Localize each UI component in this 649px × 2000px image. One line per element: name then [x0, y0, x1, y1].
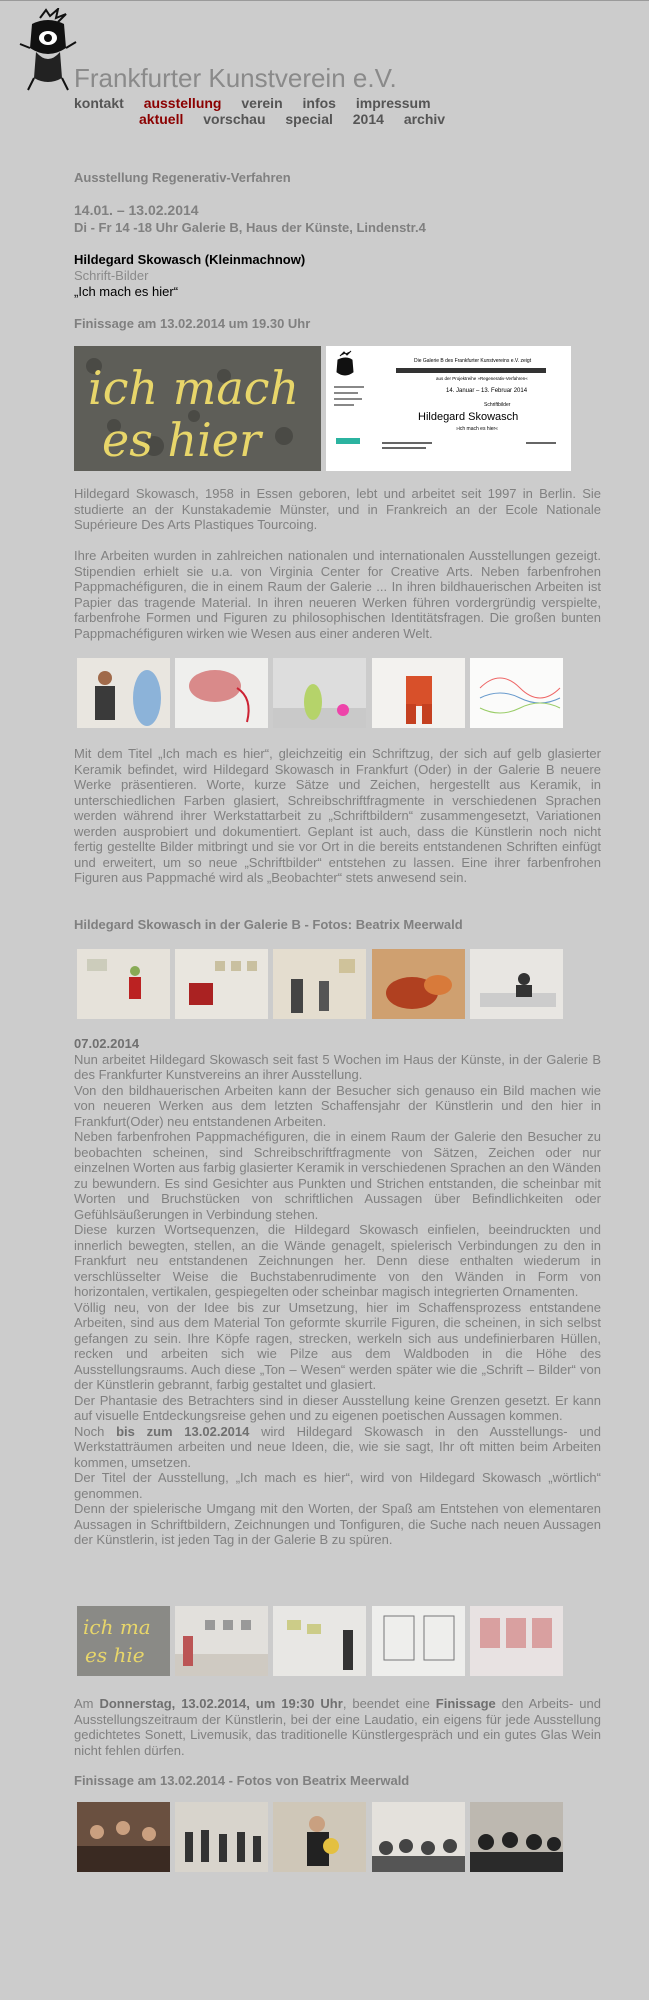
closing-text-fragment: den Arbeits- und Ausstellungszeitraum der Künstlerin, bei der eine Laudatio, ein eigens für jede Ausstellung gedichtetes Sonett, Livemusik, das traditionelle Künstlergespräch und ein gutes Glas Wein nicht fehlen dürfen. — [74, 1696, 601, 1758]
nav-aktuell[interactable]: aktuell — [139, 111, 184, 127]
hero-ceramic-line1: ich mach — [88, 361, 300, 415]
closing-bold-date: Donnerstag, 13.02.2014, um 19:30 Uhr — [99, 1696, 343, 1711]
nav-kontakt[interactable]: kontakt — [74, 95, 124, 111]
flyer-series: aus der Projektreihe »Regenerativ-Verfahren« — [436, 376, 528, 381]
nav-verein[interactable]: verein — [241, 95, 283, 111]
closing-paragraph — [74, 1696, 601, 1758]
report-text — [74, 1036, 601, 1548]
logo-icon[interactable] — [18, 8, 78, 92]
primary-nav — [74, 95, 447, 111]
closing-bold-finissage: Finissage — [435, 1696, 496, 1711]
report-bold-date: bis zum 13.02.2014 — [116, 1423, 250, 1439]
thumb-photo[interactable] — [372, 1606, 465, 1676]
thumb-photo[interactable] — [175, 1802, 268, 1872]
hero-ceramic-line2: es hier — [102, 413, 262, 467]
nav-vorschau[interactable]: vorschau — [203, 111, 266, 127]
svg-text:es hie: es hie — [85, 1643, 145, 1667]
thumb-photo[interactable] — [77, 949, 170, 1019]
closing-text-fragment: Am — [74, 1696, 100, 1711]
title-paragraph: Mit dem Titel „Ich mach es hier“, gleichzeitig ein Schriftzug, der sich auf gelb glasierter Keramik befindet, wird Hildegard Skowasch in Frankfurt (Oder) in der Galerie B neuere Werke präsentieren. Worte, kurze Sätze und Zeichen, hergestellt aus Keramik, in unterschiedlichen Farben glasiert, Schreibschriftfragmente in verschiedenen Sprachen werden während ihrer Werkstattarbeit zu „Schriftbildern“ zusammengesetzt, Variationen werden ausprobiert und dokumentiert. Geplant ist auch, dass die Künstlerin noch nicht fertig gestellte Bilder mitbringt und sie vor Ort in die bereits entstandenen Schriften einfügt und erweitert, um so neue „Schriftbilder“ entstehen zu lassen. Eine ihrer farbenfrohen Figuren aus Pappmaché wird als „Beobachter“ stets anwesend sein. — [74, 746, 601, 885]
report-paragraph: Denn der spielerische Umgang mit den Worten, der Spaß am Entstehen von elementaren Aussagen in Schriftbildern, Zeichnungen und Tonfiguren, die Suche nach neuen Aussagen der Künstlerin, ist jeden Tag in der Galerie B zu spüren. — [74, 1501, 601, 1547]
report-date: 07.02.2014 — [74, 1036, 140, 1051]
nav-2014[interactable]: 2014 — [352, 111, 384, 127]
report-paragraph: Neben farbenfrohen Pappmachéfiguren, die in einem Raum der Galerie den Besucher zu beobachten scheinen, sind Schreibschriftfragmente von Sätzen, Zeichen oder nur einzelnen Worten aus farbig glasierter Keramik in verschiedenen Sprachen an den Wänden zu bewundern. Es sind Gesichter aus Punkten und Strichen entstanden, die scheinbar mit Worten und Bruchstücken von schriftlichen Aussagen über Befindlichkeiten oder Gefühlsäußerungen in Verbindung stehen. — [74, 1129, 601, 1222]
thumb-photo[interactable] — [175, 1606, 268, 1676]
artist-name: Hildegard Skowasch (Kleinmachnow) — [74, 252, 306, 267]
svg-text:ich ma: ich ma — [83, 1615, 151, 1639]
works-paragraph: Ihre Arbeiten wurden in zahlreichen nationalen und internationalen Ausstellungen gezeigt. Stipendien erhielt sie u.a. von Virginia Center for Creative Arts. Neben farbenfrohen Pappmachéfiguren, die in einem Raum der Galerie ... In ihren bildhauerischen Arbeiten ist Papier das tragende Material. In ihren neueren Werken führen vordergründig verspielte, farbenfrohe Formen und Figuren zu philosophischen Identitätsfragen. Die großen bunten Pappmachéfiguren wirken wie Wesen aus einer anderen Welt. — [74, 548, 601, 641]
gallery1-heading: Hildegard Skowasch in der Galerie B - Fotos: Beatrix Meerwald — [74, 917, 463, 932]
thumb-photo[interactable] — [273, 1606, 366, 1676]
thumb-photo[interactable] — [175, 949, 268, 1019]
flyer-header: Die Galerie B des Frankfurter Kunstvereins e.V. zeigt — [414, 358, 532, 364]
thumb-photo[interactable] — [77, 1802, 170, 1872]
exhibition-flyer[interactable] — [326, 346, 571, 471]
thumb-photo[interactable] — [470, 1802, 563, 1872]
thumb-photo[interactable] — [175, 658, 268, 728]
report-text-fragment: Noch — [74, 1423, 117, 1439]
thumb-photo[interactable] — [372, 658, 465, 728]
report-paragraph: Völlig neu, von der Idee bis zur Umsetzung, hier im Schaffensprozess entstandene Arbeiten, sind aus dem Material Ton geformte skurrile Figuren, die scheinen, in sich selbst gefangen zu sein. Ihre Köpfe ragen, strecken, werkeln sich aus undefinierbaren Hüllen, recken und arbeiten sich wie Pilze aus dem Waldboden in die Höhe des Ausstellungsraums. Auch diese „Ton – Wesen“ werden später wie die „Schrift – Bilder“ von der Künstlerin gebrannt, farbig gestaltet und glasiert. — [74, 1299, 601, 1392]
flyer-kind: Schriftbilder — [484, 402, 511, 408]
flyer-quote: »ich mach es hier« — [456, 426, 498, 432]
gallery-row-finissage — [77, 1802, 577, 1872]
closing-text-fragment: , beendet eine — [342, 1696, 436, 1711]
finissage-note: Finissage am 13.02.2014 um 19.30 Uhr — [74, 316, 311, 331]
bio-paragraph: Hildegard Skowasch, 1958 in Essen geboren, lebt und arbeitet seit 1997 in Berlin. Sie studierte an der Kunstakademie Münster, und in Frankreich an der Ecole Nationale Supérieure Des Arts Plastiques Tourcoing. — [74, 486, 601, 532]
thumb-photo[interactable] — [273, 1802, 366, 1872]
gallery-row-artworks — [77, 658, 577, 728]
nav-ausstellung[interactable]: ausstellung — [143, 95, 222, 111]
report-paragraph: Der Phantasie des Betrachters sind in dieser Ausstellung keine Grenzen gesetzt. Er kann auf visuelle Entdeckungsreise gehen und zu eigenen poetischen Aussagen kommen. — [74, 1392, 601, 1423]
thumb-photo[interactable] — [273, 658, 366, 728]
thumb-photo[interactable] — [77, 1606, 170, 1676]
report-paragraph — [74, 1424, 601, 1471]
nav-special[interactable]: special — [285, 111, 333, 127]
thumb-photo[interactable] — [470, 949, 563, 1019]
report-paragraph: Der Titel der Ausstellung, „Ich mach es hier“, wird von Hildegard Skowasch „wörtlich“ genommen. — [74, 1470, 601, 1501]
nav-impressum[interactable]: impressum — [355, 95, 431, 111]
site-title: Frankfurter Kunstverein e.V. — [74, 63, 397, 93]
exhibition-subtitle: Schrift-Bilder — [74, 268, 149, 283]
gallery2-heading: Finissage am 13.02.2014 - Fotos von Beatrix Meerwald — [74, 1773, 410, 1788]
report-paragraph: Von den bildhauerischen Arbeiten kann der Besucher sich genauso ein Bild machen wie von neueren Werken aus dem letzten Schaffensjahr der Künstlerin und den hier in Frankfurt(Oder) neu entstandenen Arbeiten. — [74, 1082, 601, 1129]
gallery-row-exhibition — [77, 1606, 577, 1676]
thumb-photo[interactable] — [470, 1606, 563, 1676]
top-border — [0, 0, 649, 1]
thumb-photo[interactable] — [372, 1802, 465, 1872]
flyer-dates: 14. Januar – 13. Februar 2014 — [446, 388, 528, 394]
exhibition-heading: Ausstellung Regenerativ-Verfahren — [74, 170, 291, 185]
thumb-photo[interactable] — [77, 658, 170, 728]
secondary-nav — [139, 111, 461, 127]
exhibition-quote: „Ich mach es hier“ — [74, 284, 179, 299]
thumb-photo[interactable] — [273, 949, 366, 1019]
thumb-photo[interactable] — [372, 949, 465, 1019]
thumb-photo[interactable] — [470, 658, 563, 728]
report-paragraph: Diese kurzen Wortsequenzen, die Hildegard Skowasch einfielen, beeindruckten und innerlich bewegten, stellen, an die Wände genagelt, spielerisch Verbindungen zu den in Frankfurt neu entstandenen Zeichnungen her. Denn diese enthalten wiederum in verschlüsselter Weise die Buchstabenrudimente von den Wänden in Form von horizontalen, vertikalen, gespiegelten oder scheinbar magisch integrierten Ornamenten. — [74, 1222, 601, 1299]
hero-photo-ceramic-text[interactable] — [74, 346, 321, 471]
nav-infos[interactable]: infos — [302, 95, 336, 111]
exhibition-dates: 14.01. – 13.02.2014 — [74, 202, 199, 218]
exhibition-times: Di - Fr 14 -18 Uhr Galerie B, Haus der Künste, Lindenstr.4 — [74, 220, 426, 235]
report-paragraph: Nun arbeitet Hildegard Skowasch seit fast 5 Wochen im Haus der Künste, in der Galerie B des Frankfurter Kunstvereins an ihrer Ausstellung. — [74, 1051, 601, 1082]
gallery-row-galerie-b — [77, 949, 577, 1019]
flyer-artist: Hildegard Skowasch — [418, 411, 519, 423]
report-text-fragment: wird Hildegard Skowasch in den Ausstellungs- und Werkstatträumen arbeiten und neue Ideen, die, wie sie sagt, Ihr oft mitten beim Arbeiten kommen, umsetzen. — [74, 1423, 601, 1470]
nav-archiv[interactable]: archiv — [403, 111, 446, 127]
